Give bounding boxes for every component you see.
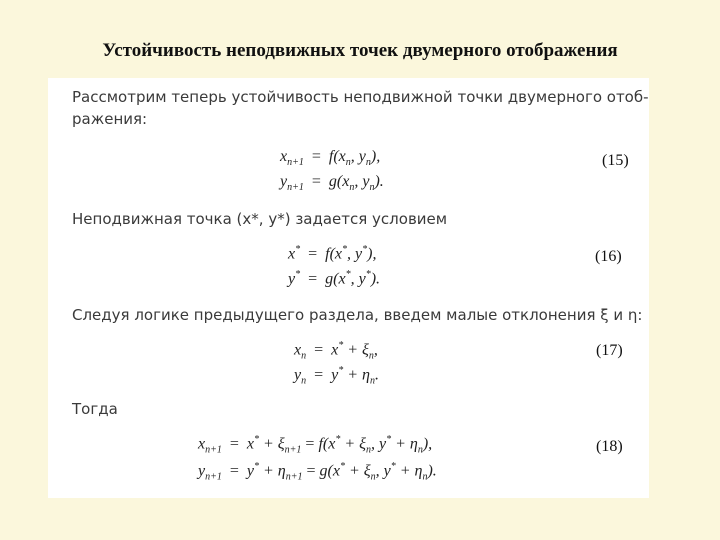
- equation-17-line-1: $x_n = x^* + \xi_n$,: [294, 340, 378, 362]
- then-paragraph: Тогда: [72, 400, 118, 418]
- equation-18-line-2: $y_{n+1} = y^* + \eta_{n+1} = g(x^* + \xi_n$, $y^* + \eta_n$).: [198, 461, 437, 483]
- slide-title: Устойчивость неподвижных точек двумерного отображения: [102, 40, 618, 61]
- equation-15-number: (15): [602, 152, 629, 169]
- intro-line-1: Рассмотрим теперь устойчивость неподвижной точки двумерного отоб-: [72, 88, 649, 106]
- equation-16-line-1: x* = f(x*, y*),: [288, 244, 377, 263]
- equation-17-number: (17): [596, 342, 623, 359]
- intro-paragraph: [72, 86, 649, 130]
- equation-18-number: (18): [596, 438, 623, 455]
- equation-16-number: (16): [595, 248, 622, 265]
- equation-15-line-1: $x_{n+1} = f(x_n$, $y_n$),: [280, 148, 381, 169]
- equation-17-line-2: $y_n = y^* + \eta_n$.: [294, 365, 379, 387]
- equation-16-line-2: y* = g(x*, y*).: [288, 269, 381, 288]
- intro-line-2: ражения:: [72, 110, 148, 128]
- equation-18-line-1: $x_{n+1} = x^* + \xi_{n+1} = f(x^* + \xi_n$, $y^* + \eta_n$),: [198, 434, 433, 456]
- equation-15-line-2: $y_{n+1} = g(x_n$, $y_n$).: [280, 173, 384, 194]
- deviation-paragraph: Следуя логике предыдущего раздела, введем малые отклонения ξ и η:: [72, 306, 643, 324]
- fixed-point-paragraph: Неподвижная точка (x*, y*) задается условием: [72, 210, 448, 228]
- content-panel: [48, 78, 649, 498]
